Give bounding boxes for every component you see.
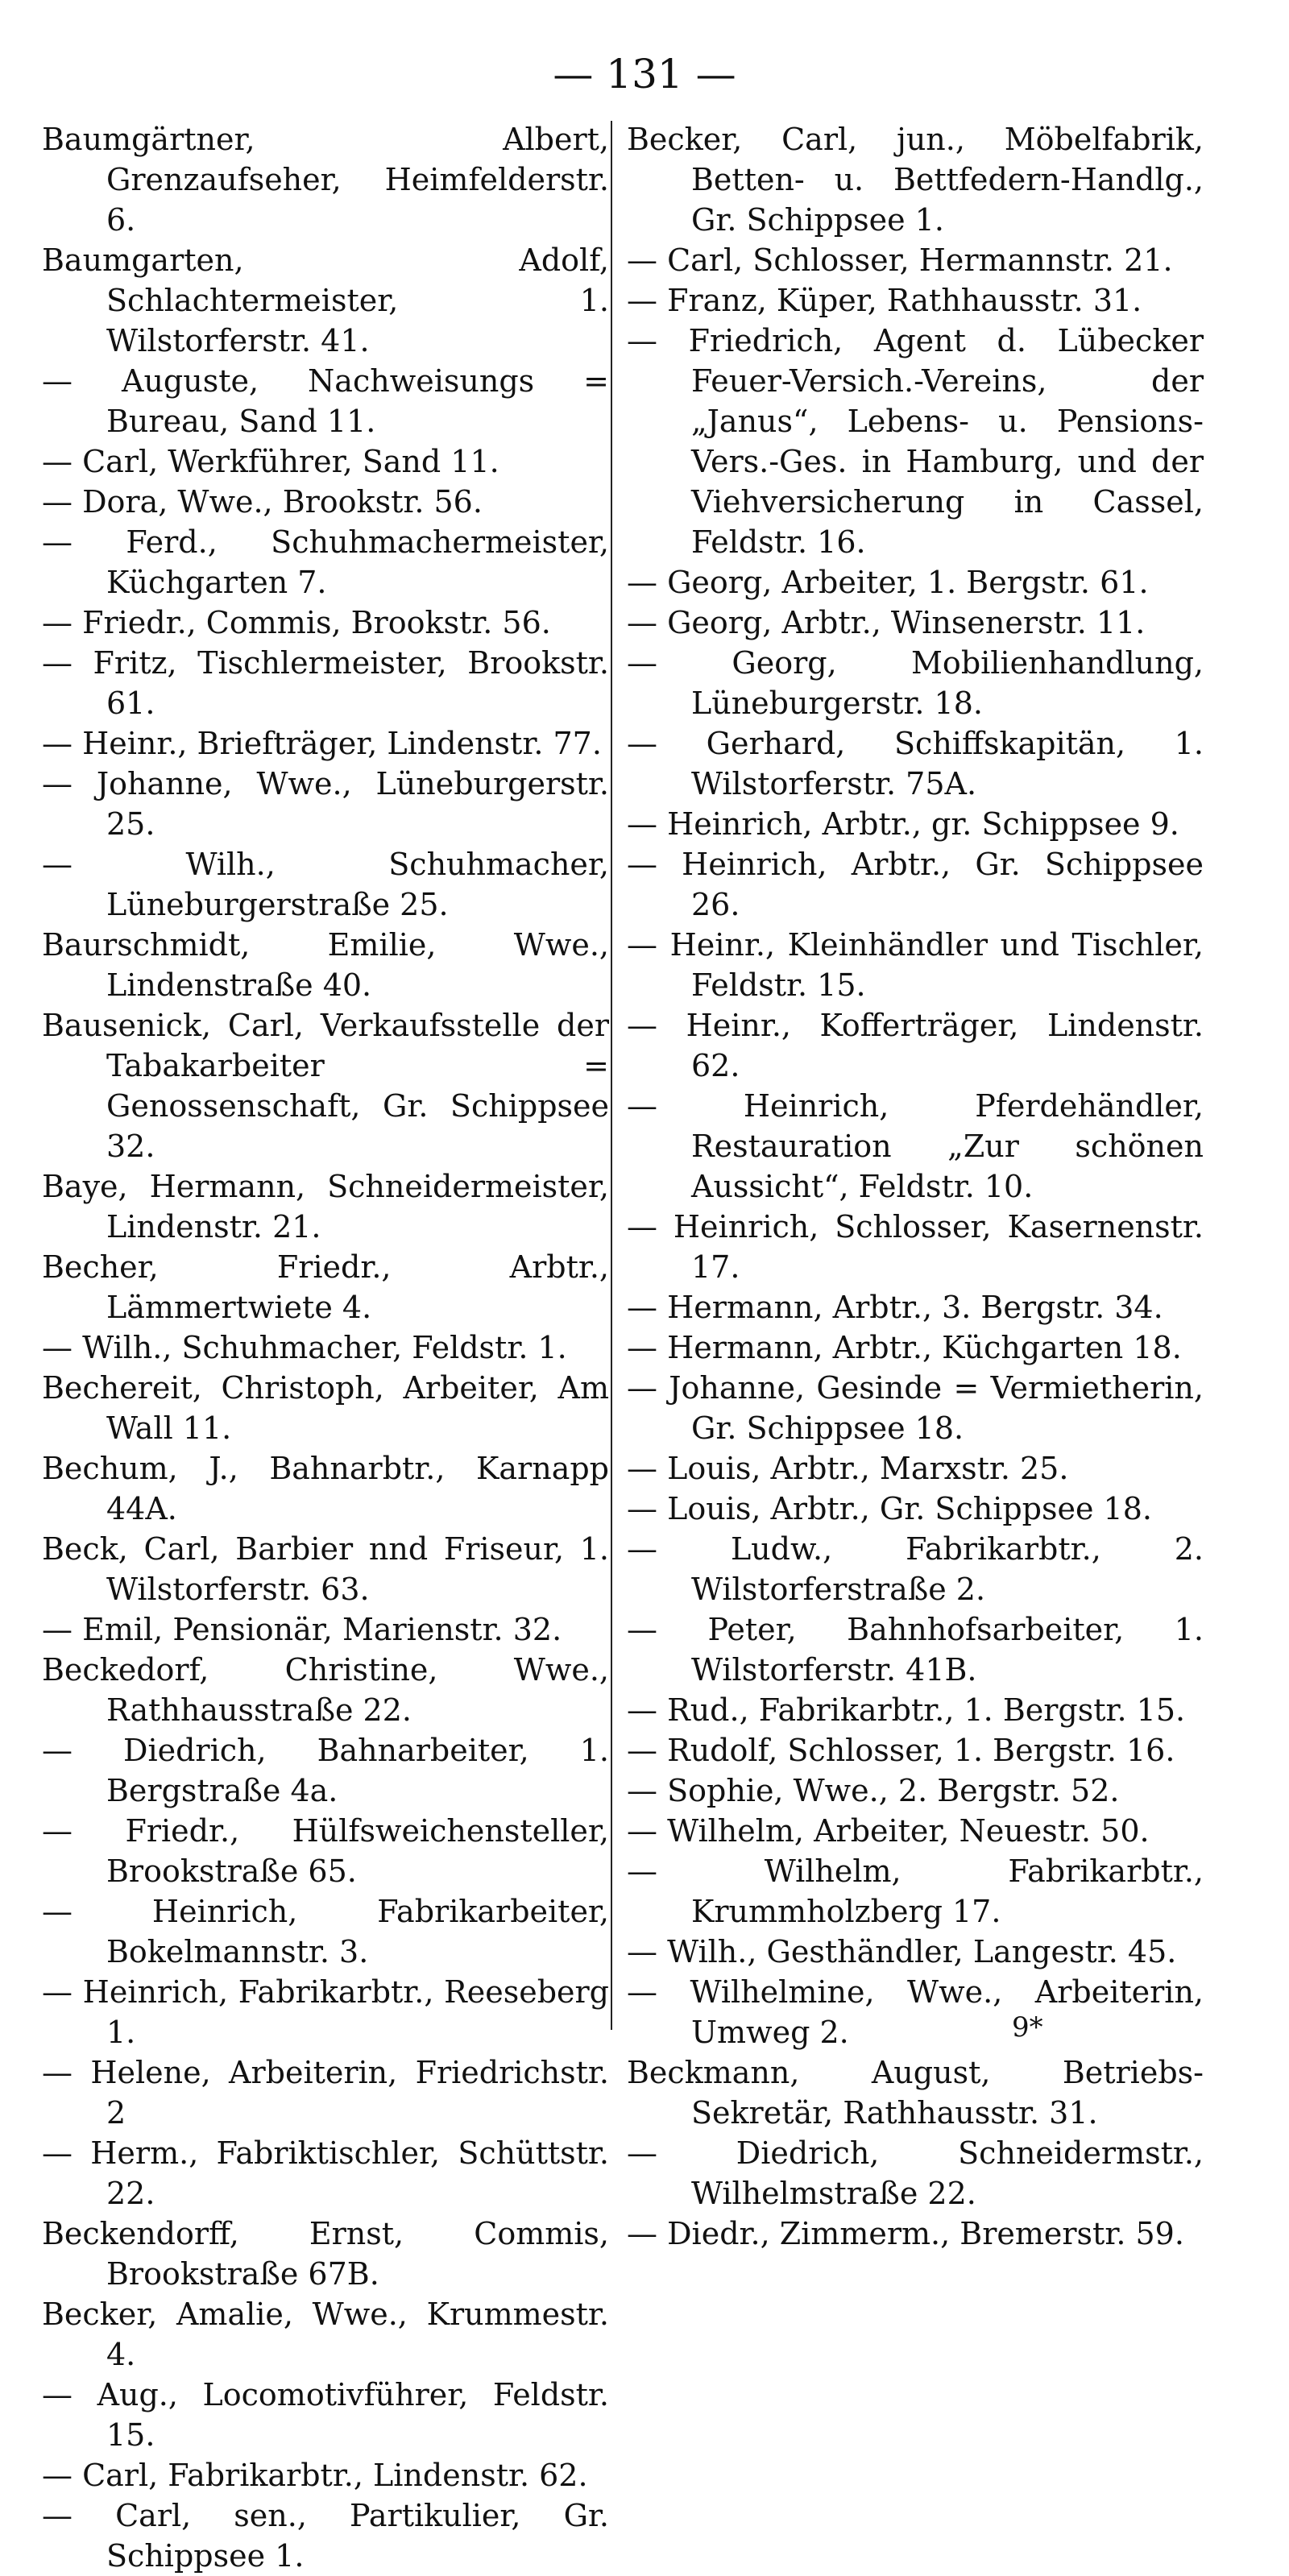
directory-entry: — Wilhelmine, Wwe., Arbeiterin, Umweg 2. — [627, 1974, 1204, 2050]
directory-entry: — Heinrich, Arbtr., gr. Schippsee 9. — [627, 806, 1179, 842]
directory-entry: — Carl, Fabrikarbtr., Lindenstr. 62. — [42, 2458, 588, 2493]
directory-entry: — Diedrich, Schneidermstr., Wilhelmstraße 22. — [627, 2135, 1204, 2211]
directory-entry: — Diedrich, Bahnarbeiter, 1. Bergstraße 4a. — [42, 1733, 609, 1808]
directory-entry: Beckendorff, Ernst, Commis, Brookstraße 67B. — [42, 2216, 609, 2292]
directory-entry: Becker, Amalie, Wwe., Krummestr. 4. — [42, 2296, 609, 2372]
directory-entry: — Heinr., Kofferträger, Lindenstr. 62. — [627, 1008, 1204, 1083]
right-column — [627, 119, 1204, 2254]
directory-entry: — Friedr., Hülfsweichensteller, Brookstraße 65. — [42, 1813, 609, 1889]
directory-entry: — Dora, Wwe., Brookstr. 56. — [42, 484, 483, 520]
directory-entry: Beckmann, August, Betriebs-Sekretär, Rathhausstr. 31. — [627, 2055, 1204, 2131]
directory-entry: — Rud., Fabrikarbtr., 1. Bergstr. 15. — [627, 1692, 1186, 1728]
directory-entry: — Heinrich, Arbtr., Gr. Schippsee 26. — [627, 847, 1204, 922]
directory-entry: Baumgarten, Adolf, Schlachtermeister, 1. Wilstorferstr. 41. — [42, 242, 609, 358]
directory-entry: Baumgärtner, Albert, Grenzaufseher, Heimfelderstr. 6. — [42, 122, 609, 238]
directory-entry: — Friedrich, Agent d. Lübecker Feuer-Versich.-Vereins, der „Janus“, Lebens- u. Pensions-Vers.-Ges. in Hamburg, und der Viehversicherung in Cassel, Feldstr. 16. — [627, 323, 1204, 560]
column-divider — [611, 121, 612, 2030]
directory-entry: — Carl, Werkführer, Sand 11. — [42, 444, 499, 479]
directory-entry: — Friedr., Commis, Brookstr. 56. — [42, 605, 551, 640]
directory-entry: — Herm., Fabriktischler, Schüttstr. 22. — [42, 2135, 609, 2211]
directory-entry: — Heinrich, Schlosser, Kasernenstr. 17. — [627, 1209, 1204, 1285]
directory-entry: — Carl, Schlosser, Hermannstr. 21. — [627, 242, 1173, 278]
directory-entry: — Wilh., Schuhmacher, Lüneburgerstraße 25. — [42, 847, 609, 922]
directory-entry: — Rudolf, Schlosser, 1. Bergstr. 16. — [627, 1733, 1175, 1768]
directory-entry: — Ludw., Fabrikarbtr., 2. Wilstorferstraße 2. — [627, 1531, 1204, 1607]
directory-entry: — Wilhelm, Fabrikarbtr., Krummholzberg 17. — [627, 1853, 1204, 1929]
directory-entry: — Carl, sen., Partikulier, Gr. Schippsee 1. — [42, 2498, 609, 2574]
directory-entry: — Aug., Locomotivführer, Feldstr. 15. — [42, 2377, 609, 2453]
directory-entry: — Franz, Küper, Rathhausstr. 31. — [627, 283, 1142, 318]
directory-entry: — Heinrich, Fabrikarbeiter, Bokelmannstr. 3. — [42, 1894, 609, 1969]
directory-entry: — Auguste, Nachweisungs = Bureau, Sand 11. — [42, 363, 609, 439]
directory-entry: — Louis, Arbtr., Gr. Schippsee 18. — [627, 1491, 1152, 1526]
directory-entry: Baurschmidt, Emilie, Wwe., Lindenstraße 40. — [42, 927, 609, 1003]
directory-entry: — Helene, Arbeiterin, Friedrichstr. 2 — [42, 2055, 609, 2131]
directory-entry: — Wilh., Gesthändler, Langestr. 45. — [627, 1934, 1177, 1969]
directory-entry: Bausenick, Carl, Verkaufsstelle der Tabakarbeiter = Genossenschaft, Gr. Schippsee 32. — [42, 1008, 609, 1164]
directory-entry: Beckedorf, Christine, Wwe., Rathhausstraße 22. — [42, 1652, 609, 1728]
directory-entry: — Wilh., Schuhmacher, Feldstr. 1. — [42, 1330, 567, 1365]
left-column — [42, 119, 609, 2576]
directory-entry: — Peter, Bahnhofsarbeiter, 1. Wilstorferstr. 41B. — [627, 1612, 1204, 1688]
directory-entry: — Hermann, Arbtr., 3. Bergstr. 34. — [627, 1290, 1163, 1325]
directory-entry: — Heinrich, Fabrikarbtr., Reeseberg 1. — [42, 1974, 609, 2050]
directory-entry: Becker, Carl, jun., Möbelfabrik, Betten- u. Bettfedern-Handlg., Gr. Schippsee 1. — [627, 122, 1204, 238]
directory-entry: — Heinr., Briefträger, Lindenstr. 77. — [42, 726, 602, 761]
directory-entry: — Heinr., Kleinhändler und Tischler, Feldstr. 15. — [627, 927, 1204, 1003]
directory-entry: — Johanne, Wwe., Lüneburgerstr. 25. — [42, 766, 609, 842]
directory-entry: — Wilhelm, Arbeiter, Neuestr. 50. — [627, 1813, 1150, 1849]
directory-entry: Bechereit, Christoph, Arbeiter, Am Wall 11. — [42, 1370, 609, 1446]
directory-entry: Beck, Carl, Barbier nnd Friseur, 1. Wilstorferstr. 63. — [42, 1531, 609, 1607]
directory-entry: — Fritz, Tischlermeister, Brookstr. 61. — [42, 645, 609, 721]
page-number: — 131 — — [553, 51, 736, 97]
printer-signature-mark: 9* — [1012, 2011, 1043, 2044]
directory-entry: — Johanne, Gesinde = Vermietherin, Gr. Schippsee 18. — [627, 1370, 1204, 1446]
directory-entry: — Emil, Pensionär, Marienstr. 32. — [42, 1612, 562, 1647]
directory-entry: — Gerhard, Schiffskapitän, 1. Wilstorferstr. 75A. — [627, 726, 1204, 801]
directory-entry: — Georg, Arbtr., Winsenerstr. 11. — [627, 605, 1146, 640]
directory-entry: — Sophie, Wwe., 2. Bergstr. 52. — [627, 1773, 1120, 1808]
directory-entry: — Louis, Arbtr., Marxstr. 25. — [627, 1451, 1069, 1486]
directory-entry: Bechum, J., Bahnarbtr., Karnapp 44A. — [42, 1451, 609, 1526]
directory-entry: Baye, Hermann, Schneidermeister, Lindenstr. 21. — [42, 1169, 609, 1245]
directory-entry: — Hermann, Arbtr., Küchgarten 18. — [627, 1330, 1182, 1365]
directory-entry: — Georg, Arbeiter, 1. Bergstr. 61. — [627, 565, 1149, 600]
directory-entry: — Georg, Mobilienhandlung, Lüneburgerstr. 18. — [627, 645, 1204, 721]
directory-entry: — Ferd., Schuhmachermeister, Küchgarten 7. — [42, 524, 609, 600]
directory-entry: — Heinrich, Pferdehändler, Restauration „Zur schönen Aussicht“, Feldstr. 10. — [627, 1088, 1204, 1204]
directory-entry: — Diedr., Zimmerm., Bremerstr. 59. — [627, 2216, 1184, 2251]
directory-entry: Becher, Friedr., Arbtr., Lämmertwiete 4. — [42, 1249, 609, 1325]
